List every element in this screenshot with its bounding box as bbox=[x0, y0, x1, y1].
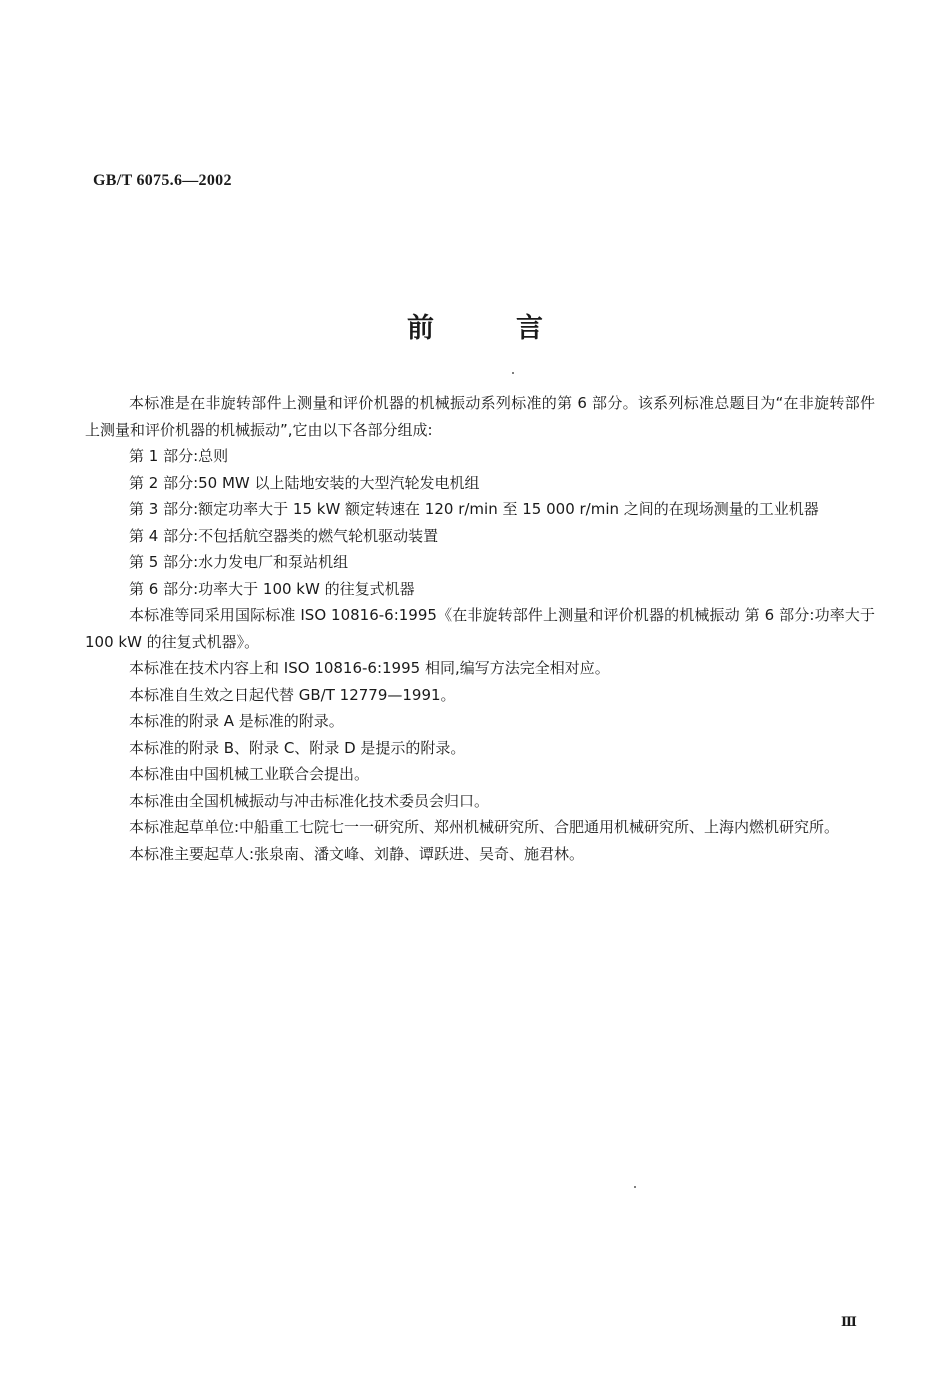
scan-speck bbox=[512, 372, 514, 374]
drafters-paragraph: 本标准主要起草人:张泉南、潘文峰、刘静、谭跃进、吴奇、施君林。 bbox=[129, 844, 585, 863]
managed-paragraph: 本标准由全国机械振动与冲击标准化技术委员会归口。 bbox=[129, 791, 490, 810]
adopt-paragraph: 本标准等同采用国际标准 ISO 10816-6:1995《在非旋转部件上测量和评价机器的机械振动 第 6 部分:功率大于 100 kW 的往复式机器》。 bbox=[85, 606, 875, 651]
part-item-4: 第 4 部分:不包括航空器类的燃气轮机驱动装置 bbox=[129, 526, 439, 545]
annex-a-paragraph: 本标准的附录 A 是标准的附录。 bbox=[129, 712, 344, 730]
title-char-1: 前 bbox=[407, 313, 434, 344]
title-char-2: 言 bbox=[516, 313, 543, 344]
same-content-paragraph: 本标准在技术内容上和 ISO 10816-6:1995 相同,编写方法完全相对应。 bbox=[129, 659, 610, 677]
part-item-3: 第 3 部分:额定功率大于 15 kW 额定转速在 120 r/min 至 15 000 r/min 之间的在现场测量的工业机器 bbox=[129, 500, 819, 518]
part-item-1: 第 1 部分:总则 bbox=[129, 447, 229, 465]
part-item-2: 第 2 部分:50 MW 以上陆地安装的大型汽轮发电机组 bbox=[129, 473, 480, 492]
page-number: Ⅲ bbox=[841, 1314, 857, 1329]
drafting-units-paragraph: 本标准起草单位:中船重工七院七一一研究所、郑州机械研究所、合肥通用机械研究所、上海内燃机研究所。 bbox=[129, 818, 840, 836]
part-item-6: 第 6 部分:功率大于 100 kW 的往复式机器 bbox=[129, 579, 415, 598]
replace-paragraph: 本标准自生效之日起代替 GB/T 12779—1991。 bbox=[129, 685, 456, 704]
foreword-body bbox=[85, 390, 875, 867]
intro-paragraph: 本标准是在非旋转部件上测量和评价机器的机械振动系列标准的第 6 部分。该系列标准总题目为“在非旋转部件上测量和评价机器的机械振动”,它由以下各部分组成: bbox=[85, 394, 875, 439]
scan-speck bbox=[634, 1186, 636, 1188]
annex-bcd-paragraph: 本标准的附录 B、附录 C、附录 D 是提示的附录。 bbox=[129, 738, 466, 757]
part-item-5: 第 5 部分:水力发电厂和泵站机组 bbox=[129, 553, 349, 571]
proposed-paragraph: 本标准由中国机械工业联合会提出。 bbox=[129, 765, 370, 783]
standard-number: GB/T 6075.6—2002 bbox=[93, 172, 232, 189]
page-title bbox=[0, 306, 950, 345]
